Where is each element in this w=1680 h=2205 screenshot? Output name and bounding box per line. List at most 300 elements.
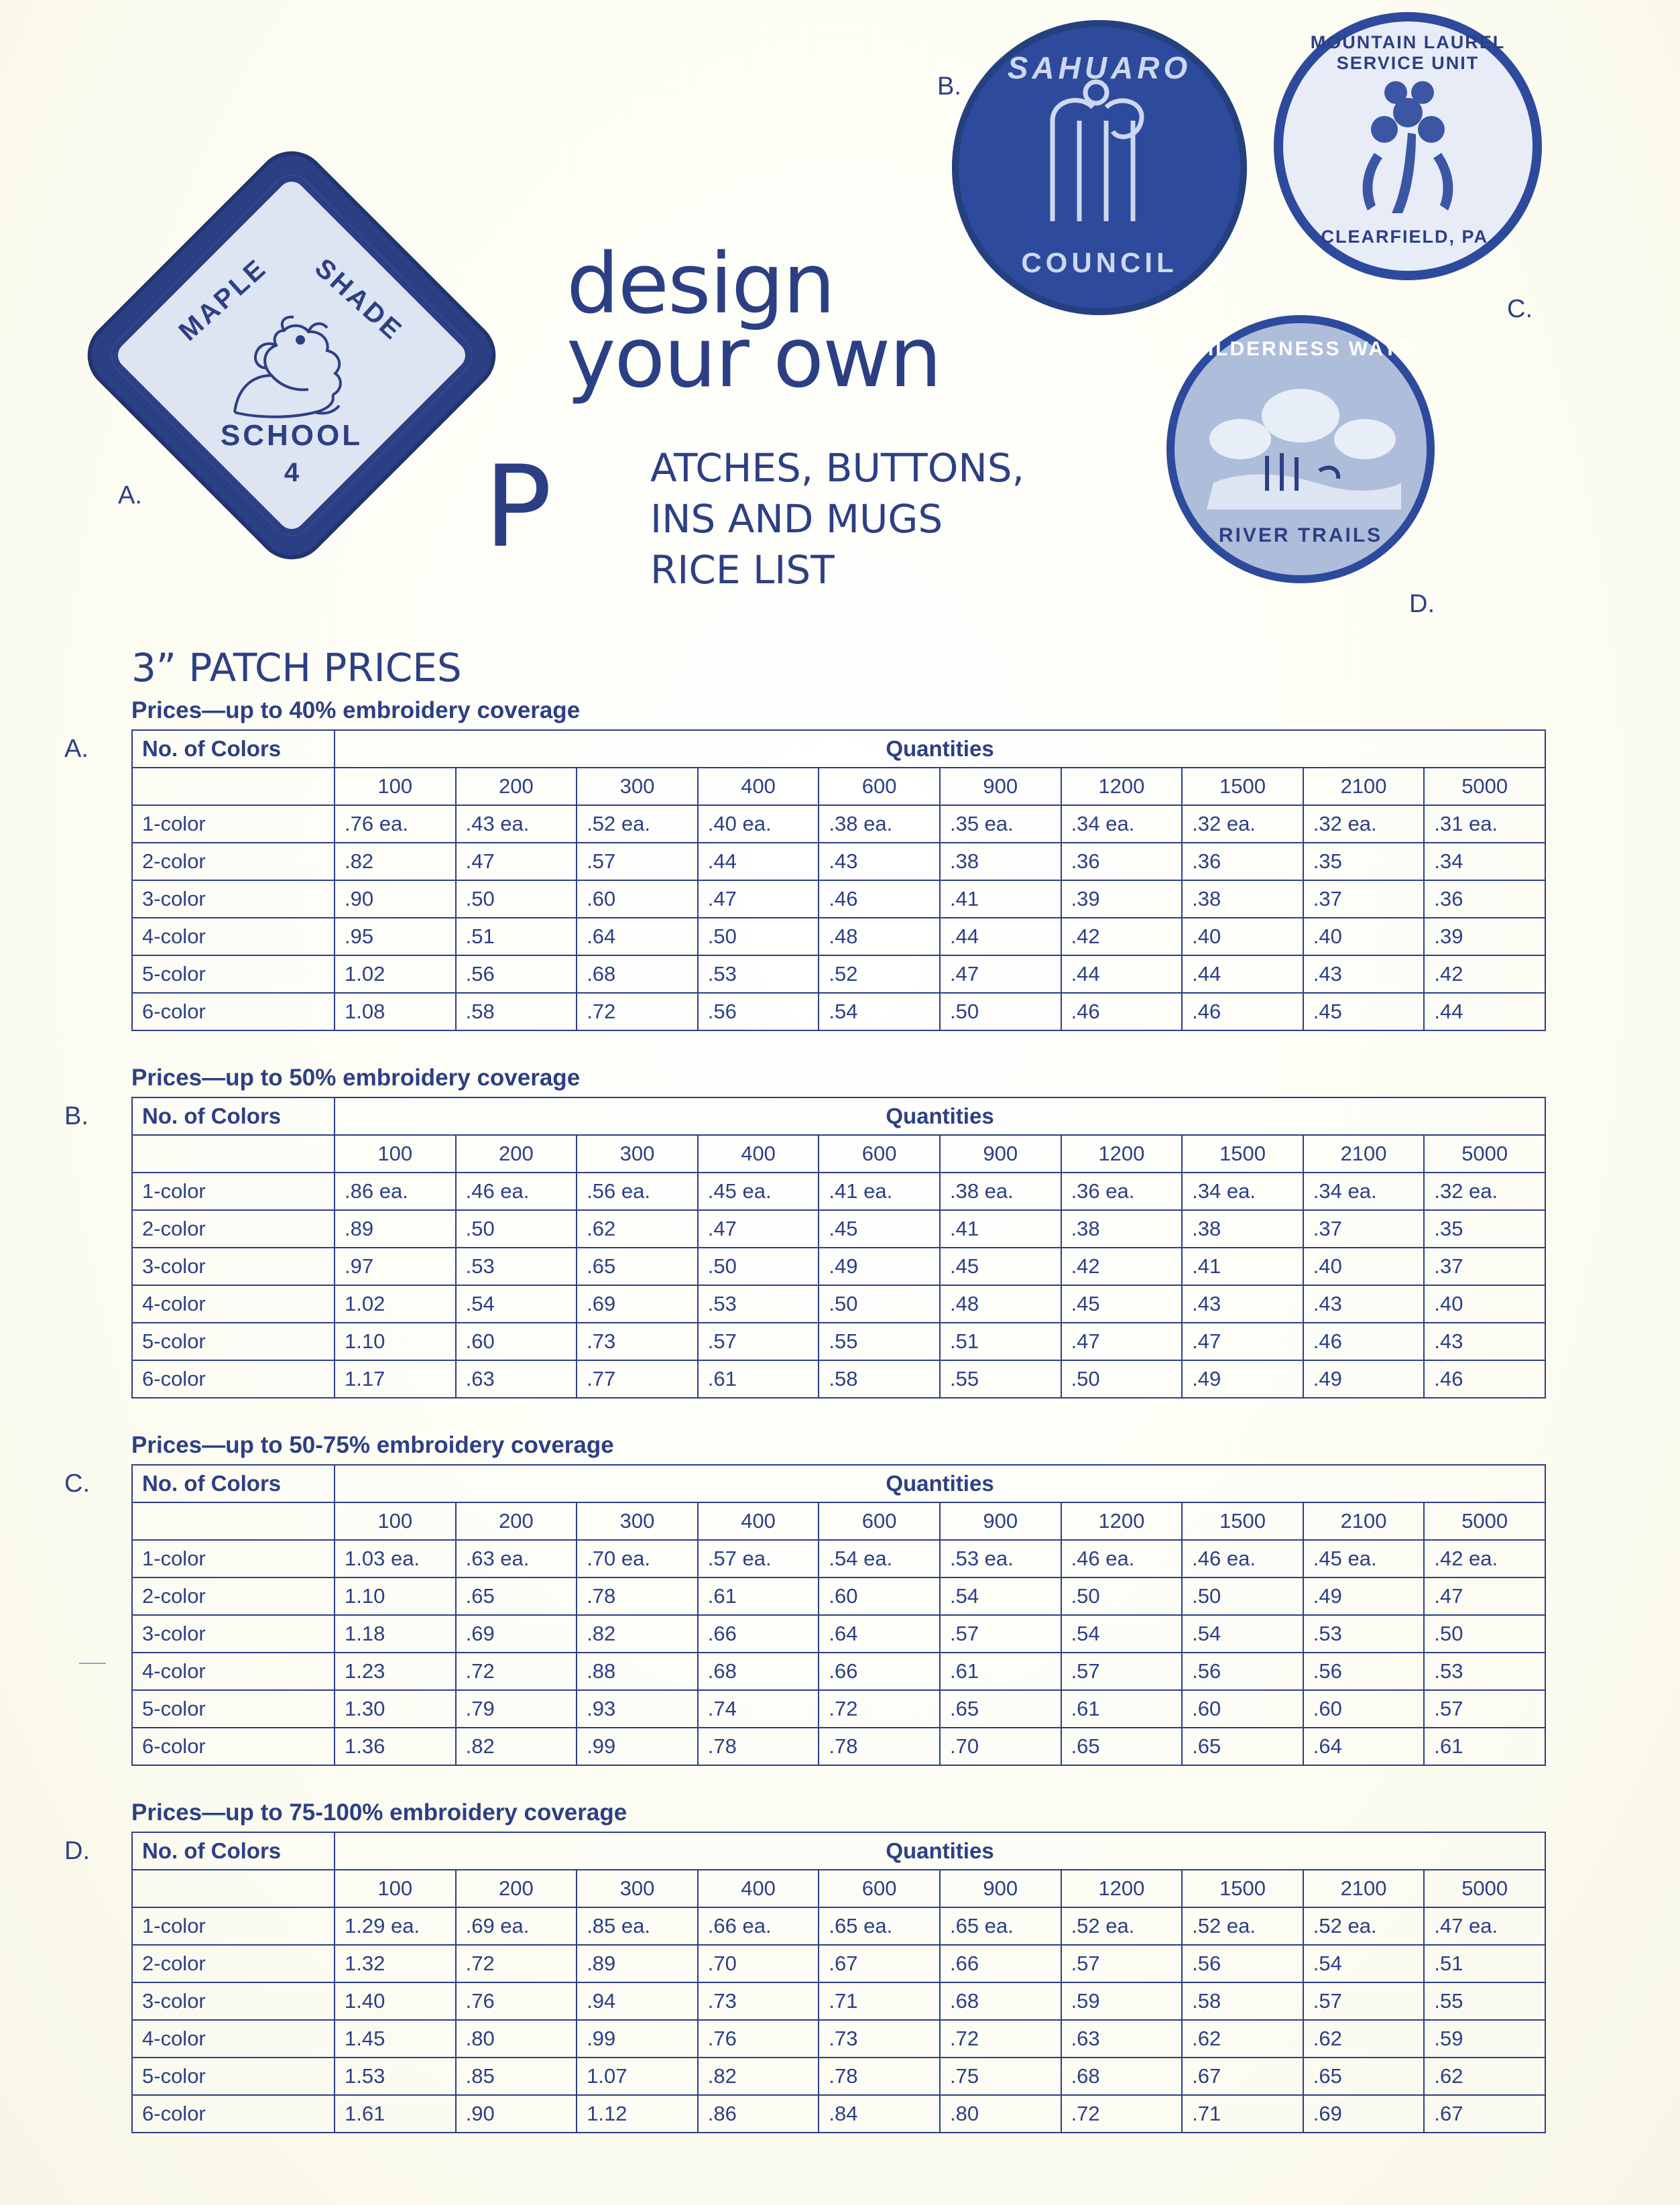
price-cell: .55 bbox=[1424, 1982, 1545, 2020]
price-cell: .57 bbox=[1424, 1690, 1545, 1728]
price-cell: .46 bbox=[1061, 993, 1183, 1030]
price-cell: .70 bbox=[698, 1945, 819, 1982]
price-cell: .73 bbox=[698, 1982, 819, 2020]
quantity-header-cell: 300 bbox=[577, 1870, 698, 1907]
header-quantities: Quantities bbox=[335, 1465, 1545, 1502]
price-cell: .84 bbox=[819, 2095, 940, 2133]
price-cell: .53 bbox=[1303, 1615, 1425, 1653]
price-cell: .50 bbox=[698, 918, 819, 955]
price-cell: .67 bbox=[1424, 2095, 1545, 2133]
price-cell: .34 ea. bbox=[1061, 805, 1183, 843]
price-cell: 1.23 bbox=[335, 1653, 456, 1690]
price-cell: .34 ea. bbox=[1182, 1173, 1303, 1210]
price-cell: .60 bbox=[1182, 1690, 1303, 1728]
price-cell: .60 bbox=[819, 1577, 940, 1615]
price-table-letter: A. bbox=[64, 735, 88, 763]
price-cell: .42 bbox=[1061, 1248, 1183, 1285]
price-cell: .65 bbox=[1061, 1728, 1183, 1765]
price-cell: .65 bbox=[1182, 1728, 1303, 1765]
price-cell: .36 ea. bbox=[1061, 1173, 1183, 1210]
price-cell: 1.17 bbox=[335, 1360, 456, 1398]
price-cell: .65 bbox=[940, 1690, 1061, 1728]
price-cell: .55 bbox=[940, 1360, 1061, 1398]
price-cell: 1.40 bbox=[335, 1982, 456, 2020]
price-cell: 1.10 bbox=[335, 1577, 456, 1615]
price-cell: .65 ea. bbox=[819, 1907, 940, 1945]
price-cell: .43 bbox=[1303, 1285, 1425, 1323]
price-cell: .42 bbox=[1061, 918, 1183, 955]
price-cell: .37 bbox=[1303, 1210, 1425, 1248]
price-table-group-d bbox=[131, 1799, 1546, 2133]
price-cell: .40 bbox=[1303, 918, 1425, 955]
price-cell: .58 bbox=[456, 993, 577, 1030]
table-quantity-row bbox=[132, 768, 1545, 805]
price-cell: .44 bbox=[1061, 955, 1183, 993]
price-cell: .56 bbox=[456, 955, 577, 993]
header-no-of-colors: No. of Colors bbox=[132, 1097, 335, 1135]
row-label: 6-color bbox=[132, 993, 335, 1030]
price-cell: .58 bbox=[819, 1360, 940, 1398]
price-cell: .74 bbox=[698, 1690, 819, 1728]
row-label: 5-color bbox=[132, 1690, 335, 1728]
price-cell: .47 bbox=[940, 955, 1061, 993]
price-cell: .89 bbox=[577, 1945, 698, 1982]
price-cell: .57 bbox=[698, 1323, 819, 1360]
row-label: 4-color bbox=[132, 918, 335, 955]
price-cell: .68 bbox=[940, 1982, 1061, 2020]
quantity-header-cell: 600 bbox=[819, 768, 940, 805]
price-cell: .60 bbox=[577, 880, 698, 918]
price-cell: .56 ea. bbox=[577, 1173, 698, 1210]
price-cell: .34 ea. bbox=[1303, 1173, 1425, 1210]
price-cell: .68 bbox=[577, 955, 698, 993]
table-row bbox=[132, 1323, 1545, 1360]
price-cell: .68 bbox=[698, 1653, 819, 1690]
table-header-row bbox=[132, 1832, 1545, 1870]
table-row bbox=[132, 1945, 1545, 1982]
price-cell: .88 bbox=[577, 1653, 698, 1690]
quantity-header-cell: 5000 bbox=[1424, 1135, 1545, 1173]
header-artwork bbox=[0, 0, 1680, 630]
price-cell: .45 bbox=[940, 1248, 1061, 1285]
table-row bbox=[132, 843, 1545, 880]
price-table bbox=[131, 1097, 1546, 1398]
price-table-letter: D. bbox=[64, 1837, 90, 1865]
price-cell: .60 bbox=[1303, 1690, 1425, 1728]
price-cell: .76 ea. bbox=[335, 805, 456, 843]
price-cell: .70 ea. bbox=[577, 1540, 698, 1577]
price-cell: .78 bbox=[819, 1728, 940, 1765]
price-cell: .61 bbox=[698, 1360, 819, 1398]
price-cell: .40 ea. bbox=[698, 805, 819, 843]
price-cell: .86 ea. bbox=[335, 1173, 456, 1210]
quantity-header-cell: 5000 bbox=[1424, 1870, 1545, 1907]
table-quantity-row bbox=[132, 1502, 1545, 1540]
price-cell: .90 bbox=[456, 2095, 577, 2133]
price-cell: .44 bbox=[940, 918, 1061, 955]
price-cell: .61 bbox=[698, 1577, 819, 1615]
quantity-header-cell: 100 bbox=[335, 1870, 456, 1907]
price-cell: .54 bbox=[456, 1285, 577, 1323]
subtitle-line-1: ATCHES, BUTTONS, bbox=[650, 445, 1025, 491]
price-cell: .60 bbox=[456, 1323, 577, 1360]
price-cell: .53 bbox=[456, 1248, 577, 1285]
price-cell: .35 ea. bbox=[940, 805, 1061, 843]
row-label: 1-color bbox=[132, 1540, 335, 1577]
row-label: 3-color bbox=[132, 880, 335, 918]
quantity-header-cell: 400 bbox=[698, 1135, 819, 1173]
price-cell: .52 bbox=[819, 955, 940, 993]
price-cell: 1.02 bbox=[335, 1285, 456, 1323]
price-cell: .52 ea. bbox=[1061, 1907, 1183, 1945]
price-cell: .94 bbox=[577, 1982, 698, 2020]
price-cell: .55 bbox=[819, 1323, 940, 1360]
price-cell: .48 bbox=[819, 918, 940, 955]
price-cell: .69 ea. bbox=[456, 1907, 577, 1945]
price-cell: .62 bbox=[1182, 2020, 1303, 2058]
price-cell: .54 bbox=[940, 1577, 1061, 1615]
table-row bbox=[132, 1982, 1545, 2020]
price-cell: .57 bbox=[940, 1615, 1061, 1653]
price-cell: .62 bbox=[1424, 2058, 1545, 2095]
diamond-artwork bbox=[141, 204, 442, 506]
price-cell: .46 ea. bbox=[1061, 1540, 1183, 1577]
quantity-header-cell: 300 bbox=[577, 1135, 698, 1173]
price-cell: .47 bbox=[456, 843, 577, 880]
quantity-row-spacer bbox=[132, 1135, 335, 1173]
price-cell: .64 bbox=[819, 1615, 940, 1653]
price-cell: 1.29 ea. bbox=[335, 1907, 456, 1945]
price-cell: .54 bbox=[1303, 1945, 1425, 1982]
price-cell: .41 bbox=[1182, 1248, 1303, 1285]
price-cell: .86 bbox=[698, 2095, 819, 2133]
price-table-letter: C. bbox=[64, 1470, 90, 1498]
price-cell: .50 bbox=[940, 993, 1061, 1030]
price-cell: 1.61 bbox=[335, 2095, 456, 2133]
price-table-caption: Prices—up to 75-100% embroidery coverage bbox=[131, 1799, 627, 1826]
header-no-of-colors: No. of Colors bbox=[132, 1465, 335, 1502]
price-cell: .31 ea. bbox=[1424, 805, 1545, 843]
price-cell: .38 ea. bbox=[940, 1173, 1061, 1210]
table-header-row bbox=[132, 1465, 1545, 1502]
price-table-caption: Prices—up to 40% embroidery coverage bbox=[131, 697, 581, 723]
price-cell: .50 bbox=[456, 880, 577, 918]
price-cell: .54 bbox=[1061, 1615, 1183, 1653]
price-cell: .40 bbox=[1303, 1248, 1425, 1285]
row-label: 5-color bbox=[132, 1323, 335, 1360]
quantity-header-cell: 2100 bbox=[1303, 1502, 1425, 1540]
table-row bbox=[132, 1210, 1545, 1248]
price-cell: .77 bbox=[577, 1360, 698, 1398]
price-cell: .71 bbox=[1182, 2095, 1303, 2133]
document-title bbox=[566, 236, 1170, 406]
table-row bbox=[132, 1728, 1545, 1765]
price-cell: .46 ea. bbox=[1182, 1540, 1303, 1577]
price-cell: .46 ea. bbox=[456, 1173, 577, 1210]
table-row bbox=[132, 2095, 1545, 2133]
price-cell: .95 bbox=[335, 918, 456, 955]
price-cell: .72 bbox=[456, 1945, 577, 1982]
price-cell: .35 bbox=[1424, 1210, 1545, 1248]
price-cell: .41 bbox=[940, 880, 1061, 918]
price-cell: .49 bbox=[819, 1248, 940, 1285]
row-label: 3-color bbox=[132, 1982, 335, 2020]
price-cell: .38 bbox=[1182, 1210, 1303, 1248]
price-cell: .44 bbox=[1182, 955, 1303, 993]
price-cell: .43 ea. bbox=[456, 805, 577, 843]
price-cell: .63 ea. bbox=[456, 1540, 577, 1577]
quantity-header-cell: 300 bbox=[577, 768, 698, 805]
table-header-row bbox=[132, 730, 1545, 768]
document-subtitle bbox=[566, 442, 1237, 595]
table-row bbox=[132, 2020, 1545, 2058]
price-cell: .67 bbox=[1182, 2058, 1303, 2095]
quantity-header-cell: 1500 bbox=[1182, 1870, 1303, 1907]
price-cell: .78 bbox=[577, 1577, 698, 1615]
section-title: 3” PATCH PRICES bbox=[131, 645, 462, 691]
price-cell: .53 bbox=[1424, 1653, 1545, 1690]
price-cell: .61 bbox=[940, 1653, 1061, 1690]
quantity-header-cell: 5000 bbox=[1424, 768, 1545, 805]
table-row bbox=[132, 1173, 1545, 1210]
table-row bbox=[132, 805, 1545, 843]
price-cell: .65 bbox=[577, 1248, 698, 1285]
row-label: 1-color bbox=[132, 805, 335, 843]
row-label: 2-color bbox=[132, 1210, 335, 1248]
price-cell: .61 bbox=[1424, 1728, 1545, 1765]
price-cell: .53 ea. bbox=[940, 1540, 1061, 1577]
price-cell: .43 bbox=[1182, 1285, 1303, 1323]
price-cell: .93 bbox=[577, 1690, 698, 1728]
row-label: 2-color bbox=[132, 843, 335, 880]
price-cell: 1.08 bbox=[335, 993, 456, 1030]
price-cell: .39 bbox=[1424, 918, 1545, 955]
price-cell: .66 bbox=[819, 1653, 940, 1690]
quantity-row-spacer bbox=[132, 768, 335, 805]
quantity-row-spacer bbox=[132, 1870, 335, 1907]
quantity-header-cell: 900 bbox=[940, 1870, 1061, 1907]
quantity-row-spacer bbox=[132, 1502, 335, 1540]
price-cell: .57 bbox=[1061, 1653, 1183, 1690]
patch-a-word-right: SHADE bbox=[309, 253, 409, 347]
label-a-artwork: A. bbox=[118, 481, 142, 510]
price-table bbox=[131, 1464, 1546, 1766]
price-cell: .43 bbox=[1424, 1323, 1545, 1360]
price-cell: .53 bbox=[698, 955, 819, 993]
price-cell: .47 bbox=[1061, 1323, 1183, 1360]
quantity-header-cell: 1500 bbox=[1182, 1135, 1303, 1173]
price-cell: .45 ea. bbox=[698, 1173, 819, 1210]
price-cell: .51 bbox=[456, 918, 577, 955]
quantity-header-cell: 900 bbox=[940, 1502, 1061, 1540]
row-label: 4-color bbox=[132, 1653, 335, 1690]
price-cell: .67 bbox=[819, 1945, 940, 1982]
price-cell: .45 bbox=[1303, 993, 1425, 1030]
price-cell: .40 bbox=[1182, 918, 1303, 955]
price-cell: .65 bbox=[456, 1577, 577, 1615]
price-cell: .41 bbox=[940, 1210, 1061, 1248]
price-cell: .69 bbox=[1303, 2095, 1425, 2133]
price-cell: .90 bbox=[335, 880, 456, 918]
table-row bbox=[132, 1615, 1545, 1653]
quantity-header-cell: 600 bbox=[819, 1135, 940, 1173]
price-cell: .62 bbox=[577, 1210, 698, 1248]
row-label: 1-color bbox=[132, 1907, 335, 1945]
price-cell: .50 bbox=[456, 1210, 577, 1248]
table-row bbox=[132, 1540, 1545, 1577]
price-cell: .85 bbox=[456, 2058, 577, 2095]
price-cell: .66 bbox=[698, 1615, 819, 1653]
price-cell: 1.10 bbox=[335, 1323, 456, 1360]
table-row bbox=[132, 880, 1545, 918]
quantity-header-cell: 100 bbox=[335, 1502, 456, 1540]
price-cell: .32 ea. bbox=[1424, 1173, 1545, 1210]
table-row bbox=[132, 1360, 1545, 1398]
price-cell: 1.53 bbox=[335, 2058, 456, 2095]
price-cell: 1.45 bbox=[335, 2020, 456, 2058]
quantity-header-cell: 5000 bbox=[1424, 1502, 1545, 1540]
price-table-caption: Prices—up to 50-75% embroidery coverage bbox=[131, 1432, 614, 1458]
quantity-header-cell: 400 bbox=[698, 768, 819, 805]
price-cell: .57 bbox=[1061, 1945, 1183, 1982]
price-cell: .97 bbox=[335, 1248, 456, 1285]
price-cell: .57 bbox=[577, 843, 698, 880]
patch-a-number: 4 bbox=[284, 458, 300, 487]
subtitle-line-2: INS AND MUGS bbox=[650, 496, 943, 542]
patch-sample-a bbox=[101, 164, 503, 567]
price-cell: .38 ea. bbox=[819, 805, 940, 843]
price-cell: 1.32 bbox=[335, 1945, 456, 1982]
price-cell: .99 bbox=[577, 2020, 698, 2058]
row-label: 4-color bbox=[132, 1285, 335, 1323]
quantity-header-cell: 1200 bbox=[1061, 1502, 1183, 1540]
price-cell: .47 bbox=[698, 1210, 819, 1248]
price-cell: .72 bbox=[940, 2020, 1061, 2058]
table-row bbox=[132, 1907, 1545, 1945]
table-row bbox=[132, 2058, 1545, 2095]
price-table-letter: B. bbox=[64, 1102, 88, 1130]
quantity-header-cell: 2100 bbox=[1303, 768, 1425, 805]
price-cell: .52 ea. bbox=[1303, 1907, 1425, 1945]
row-label: 4-color bbox=[132, 2020, 335, 2058]
price-cell: .47 bbox=[1424, 1577, 1545, 1615]
price-cell: .54 bbox=[819, 993, 940, 1030]
price-cell: .46 bbox=[1303, 1323, 1425, 1360]
price-cell: .40 bbox=[1424, 1285, 1545, 1323]
patch-d-top-text: WILDERNESS WAYS bbox=[1187, 338, 1415, 360]
title-line-1: design bbox=[566, 236, 835, 333]
price-cell: .71 bbox=[819, 1982, 940, 2020]
drop-cap-p: P bbox=[484, 441, 552, 573]
price-cell: .72 bbox=[819, 1690, 940, 1728]
patch-a-word-left: MAPLE bbox=[173, 253, 273, 347]
price-cell: .51 bbox=[940, 1323, 1061, 1360]
price-cell: 1.18 bbox=[335, 1615, 456, 1653]
quantity-header-cell: 200 bbox=[456, 1870, 577, 1907]
price-cell: .73 bbox=[819, 2020, 940, 2058]
price-cell: .32 ea. bbox=[1303, 805, 1425, 843]
price-cell: .63 bbox=[456, 1360, 577, 1398]
quantity-header-cell: 600 bbox=[819, 1502, 940, 1540]
price-cell: .36 bbox=[1182, 843, 1303, 880]
table-quantity-row bbox=[132, 1135, 1545, 1173]
price-cell: .46 bbox=[1424, 1360, 1545, 1398]
patch-c-top-text: MOUNTAIN LAUREL SERVICE UNIT bbox=[1310, 32, 1506, 73]
price-cell: 1.07 bbox=[577, 2058, 698, 2095]
price-cell: .51 bbox=[1424, 1945, 1545, 1982]
price-cell: 1.02 bbox=[335, 955, 456, 993]
quantity-header-cell: 900 bbox=[940, 1135, 1061, 1173]
price-cell: .43 bbox=[1303, 955, 1425, 993]
row-label: 1-color bbox=[132, 1173, 335, 1210]
row-label: 5-color bbox=[132, 2058, 335, 2095]
label-b-artwork: B. bbox=[937, 72, 961, 101]
price-cell: .79 bbox=[456, 1690, 577, 1728]
price-table-group-b bbox=[131, 1065, 1546, 1398]
price-cell: .45 ea. bbox=[1303, 1540, 1425, 1577]
dragon-icon bbox=[215, 312, 375, 426]
price-cell: .53 bbox=[698, 1285, 819, 1323]
price-cell: .42 bbox=[1424, 955, 1545, 993]
quantity-header-cell: 100 bbox=[335, 768, 456, 805]
price-cell: .63 bbox=[1061, 2020, 1183, 2058]
price-cell: .65 bbox=[1303, 2058, 1425, 2095]
price-cell: .89 bbox=[335, 1210, 456, 1248]
price-cell: .59 bbox=[1061, 1982, 1183, 2020]
price-cell: .64 bbox=[1303, 1728, 1425, 1765]
price-cell: .72 bbox=[456, 1653, 577, 1690]
price-cell: .49 bbox=[1303, 1577, 1425, 1615]
quantity-header-cell: 2100 bbox=[1303, 1870, 1425, 1907]
quantity-header-cell: 1200 bbox=[1061, 768, 1183, 805]
price-cell: .36 bbox=[1061, 843, 1183, 880]
price-cell: .72 bbox=[577, 993, 698, 1030]
row-label: 6-color bbox=[132, 1360, 335, 1398]
price-cell: .39 bbox=[1061, 880, 1183, 918]
quantity-header-cell: 600 bbox=[819, 1870, 940, 1907]
price-cell: .44 bbox=[1424, 993, 1545, 1030]
price-cell: .78 bbox=[819, 2058, 940, 2095]
price-cell: .38 bbox=[940, 843, 1061, 880]
patch-c-bottom-text: CLEARFIELD, PA. bbox=[1321, 227, 1495, 247]
table-quantity-row bbox=[132, 1870, 1545, 1907]
price-cell: .66 bbox=[940, 1945, 1061, 1982]
price-cell: .59 bbox=[1424, 2020, 1545, 2058]
price-cell: .50 bbox=[1182, 1577, 1303, 1615]
header-no-of-colors: No. of Colors bbox=[132, 1832, 335, 1870]
row-label: 3-color bbox=[132, 1615, 335, 1653]
quantity-header-cell: 1500 bbox=[1182, 1502, 1303, 1540]
quantity-header-cell: 200 bbox=[456, 1502, 577, 1540]
price-cell: .50 bbox=[1061, 1577, 1183, 1615]
table-row bbox=[132, 1690, 1545, 1728]
price-cell: .68 bbox=[1061, 2058, 1183, 2095]
quantity-header-cell: 1200 bbox=[1061, 1135, 1183, 1173]
price-cell: .70 bbox=[940, 1728, 1061, 1765]
price-cell: .56 bbox=[698, 993, 819, 1030]
title-line-2: your own bbox=[566, 310, 941, 406]
price-cell: .42 ea. bbox=[1424, 1540, 1545, 1577]
quantity-header-cell: 1200 bbox=[1061, 1870, 1183, 1907]
header-quantities: Quantities bbox=[335, 730, 1545, 768]
label-d-artwork: D. bbox=[1409, 590, 1435, 618]
price-cell: .48 bbox=[940, 1285, 1061, 1323]
price-table bbox=[131, 1832, 1546, 2133]
price-cell: .65 ea. bbox=[940, 1907, 1061, 1945]
price-cell: .78 bbox=[698, 1728, 819, 1765]
price-cell: .37 bbox=[1303, 880, 1425, 918]
price-cell: .49 bbox=[1303, 1360, 1425, 1398]
